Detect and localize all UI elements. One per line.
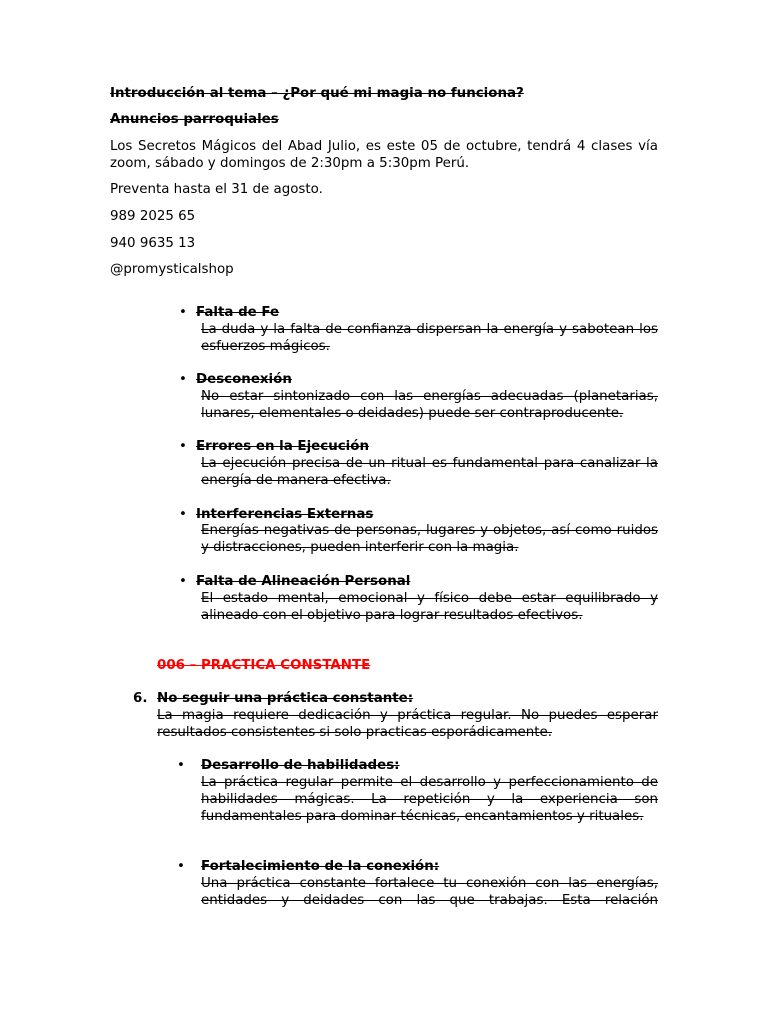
bullet-body: Energías negativas de personas, lugares y objetos, así como ruidos y distracciones, pueden interferir con la magia. <box>201 523 658 555</box>
numbered-item-title: No seguir una práctica constante: <box>157 691 414 706</box>
bullet-body: El estado mental, emocional y físico debe estar equilibrado y alineado con el objetivo para lograr resultados efectivos. <box>201 591 658 623</box>
bullet-body: No estar sintonizado con las energías adecuadas (planetarias, lunares, elementales o deidades) puede ser contraproducente. <box>201 389 658 421</box>
announcements-heading: Anuncios parroquiales <box>110 112 279 127</box>
bullet-title: Interferencias Externas <box>196 507 374 522</box>
sub-bullet-body: Una práctica constante fortalece tu conexión con las energías, entidades y deidades con las que trabajas. Esta relación <box>201 876 658 908</box>
bullet-icon: • <box>179 507 187 522</box>
bullet-title: Falta de Alineación Personal <box>196 574 411 589</box>
bullet-icon: • <box>179 372 187 387</box>
sub-bullet-title: Fortalecimiento de la conexión: <box>201 859 440 874</box>
bullet-body: La ejecución precisa de un ritual es fundamental para canalizar la energía de manera efectiva. <box>201 456 658 488</box>
bullet-icon: • <box>177 859 185 874</box>
numbered-item-body: La magia requiere dedicación y práctica regular. No puedes esperar resultados consistentes si solo practicas esporádicamente. <box>157 708 658 740</box>
social-handle: @promysticalshop <box>110 262 234 277</box>
bullet-title: Errores en la Ejecución <box>196 439 369 454</box>
sub-bullet-title: Desarrollo de habilidades: <box>201 758 400 773</box>
presale-line: Preventa hasta el 31 de agosto. <box>110 182 323 197</box>
phone-number-2: 940 9635 13 <box>110 236 196 251</box>
section-title: 006 – PRACTICA CONSTANTE <box>157 658 371 673</box>
phone-number-1: 989 2025 65 <box>110 209 196 224</box>
bullet-icon: • <box>179 439 187 454</box>
bullet-icon: • <box>177 758 185 773</box>
bullet-body: La duda y la falta de confianza dispersan la energía y sabotean los esfuerzos mágicos. <box>201 322 658 354</box>
bullet-title: Falta de Fe <box>196 305 280 320</box>
announcement-paragraph: Los Secretos Mágicos del Abad Julio, es este 05 de octubre, tendrá 4 clases vía zoom, sábado y domingos de 2:30pm a 5:30pm Perú. <box>110 139 658 171</box>
bullet-icon: • <box>179 305 187 320</box>
intro-heading: Introducción al tema – ¿Por qué mi magia no funciona? <box>110 86 524 101</box>
bullet-icon: • <box>179 574 187 589</box>
bullet-title: Desconexión <box>196 372 292 387</box>
list-number: 6. <box>133 691 148 706</box>
sub-bullet-body: La práctica regular permite el desarrollo y perfeccionamiento de habilidades mágicas. La repetición y la experiencia son fundamentales para dominar técnicas, encantamientos y rituales. <box>201 775 658 824</box>
